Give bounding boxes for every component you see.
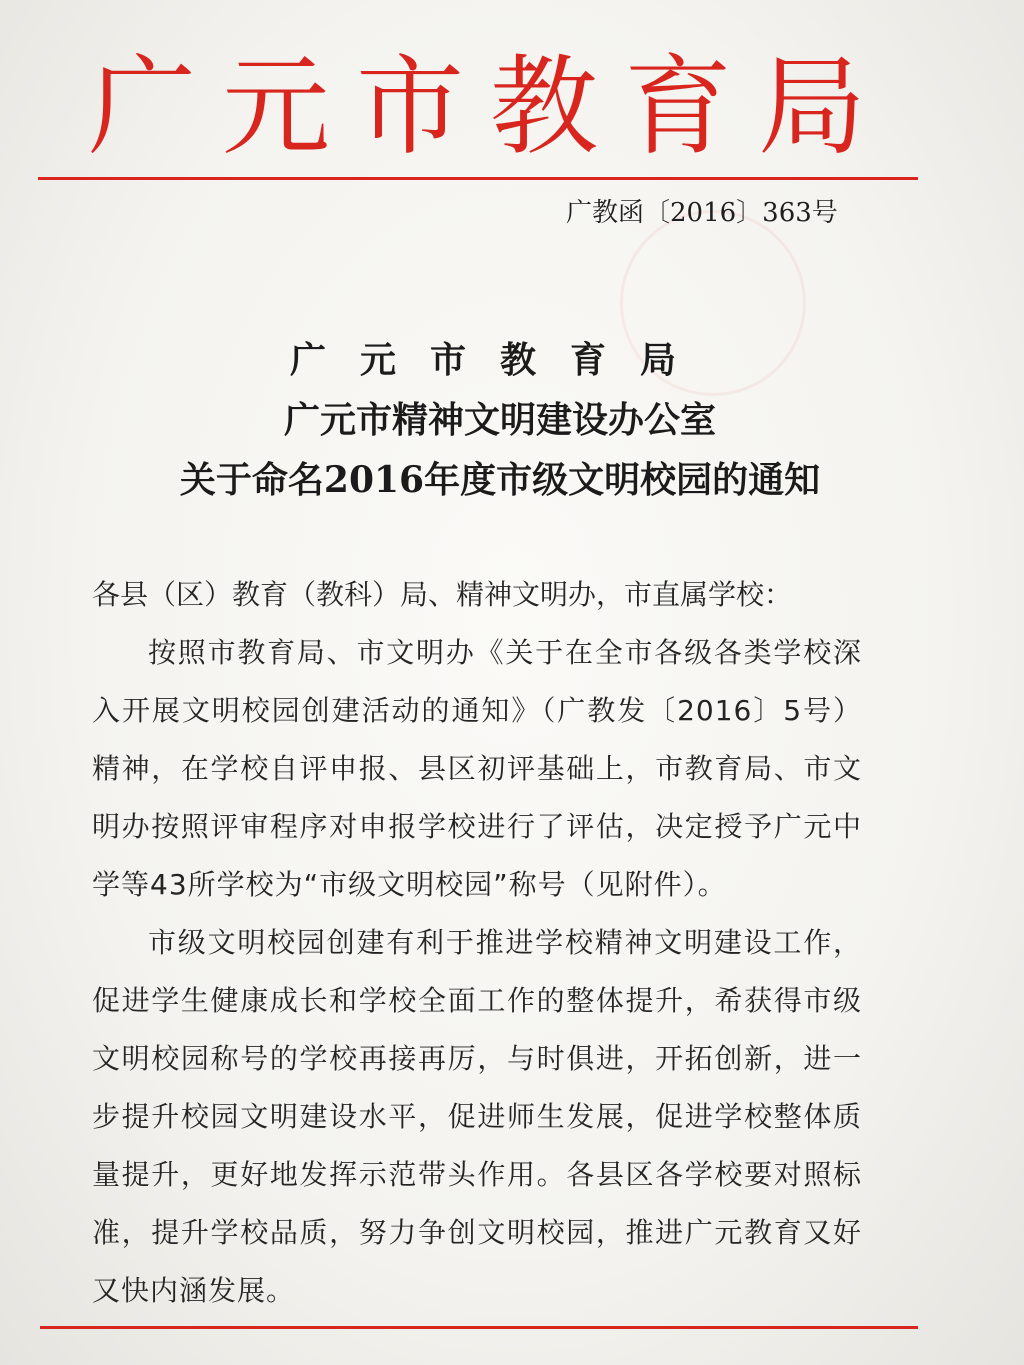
paragraph-2: 市级文明校园创建有利于推进学校精神文明建设工作，促进学生健康成长和学校全面工作的整体提升，希获得市级文明校园称号的学校再接再厉，与时俱进，开拓创新，进一步提升校园文明建设水平，促进师生发展，促进学校整体质量提升，更好地发挥示范带头作用。各县区各学校要对照标准，提升学校品质，努力争创文明校园，推进广元教育又好又快内涵发展。 [92, 926, 862, 1307]
letterhead-red-rule [38, 177, 918, 180]
notice-body [92, 566, 862, 1320]
paragraph-1: 按照市教育局、市文明办《关于在全市各级各类学校深入开展文明校园创建活动的通知》（广教发〔2016〕5号）精神，在学校自评申报、县区初评基础上，市教育局、市文明办按照评审程序对申报学校进行了评估，决定授予广元中学等43所学校为“市级文明校园”称号（见附件）。 [92, 636, 862, 901]
footer-red-rule [40, 1326, 918, 1329]
notice-title [60, 330, 940, 510]
title-line-1: 广元市教育局 [289, 339, 710, 381]
letterhead-title: 广元市教育局 [88, 45, 893, 170]
document-number: 广教函〔2016〕363号 [566, 198, 838, 228]
title-line-3: 关于命名2016年度市级文明校园的通知 [179, 459, 821, 501]
title-line-2: 广元市精神文明建设办公室 [283, 399, 716, 441]
salutation: 各县（区）教育（教科）局、精神文明办，市直属学校： [92, 578, 793, 611]
